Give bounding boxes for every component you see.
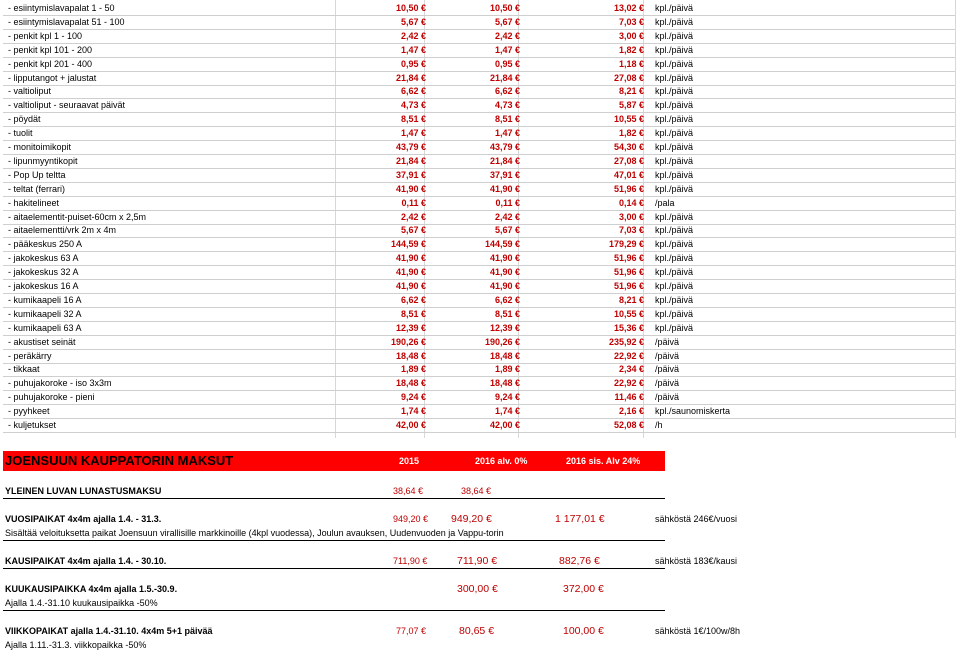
fee-value-2016: 300,00 €: [457, 583, 498, 595]
price-2016: 2,42 €: [494, 211, 520, 222]
price-2016: 42,00 €: [489, 420, 520, 430]
fee-label: YLEINEN LUVAN LUNASTUSMAKSU: [5, 486, 162, 496]
price-2015: 18,48 €: [395, 378, 426, 389]
price-row: [3, 404, 955, 419]
divider: [3, 568, 665, 569]
fee-desc-kuukausi: [3, 596, 955, 610]
price-row: [3, 154, 955, 169]
item-label: - pääkeskus 250 A: [8, 239, 83, 250]
price-unit: kpl./päivä: [655, 44, 694, 55]
price-unit: kpl./päivä: [655, 169, 694, 180]
price-2015: 6,62 €: [400, 86, 426, 97]
price-2016: 9,24 €: [494, 392, 520, 403]
price-2016-vat: 11,46 €: [614, 392, 644, 403]
price-2015: 190,26 €: [390, 336, 426, 347]
price-2015: 12,39 €: [395, 322, 426, 333]
price-row: [3, 210, 955, 225]
price-2016-vat: 10,55 €: [613, 114, 644, 125]
price-row: [3, 196, 955, 211]
item-label: - peräkärry: [8, 350, 52, 361]
fee-label: KUUKAUSIPAIKKA 4x4m ajalla 1.5.-30.9.: [5, 584, 178, 594]
price-unit: kpl./päivä: [655, 281, 694, 291]
price-2016-vat: 51,96 €: [613, 183, 644, 194]
price-2015: 41,90 €: [395, 281, 426, 291]
price-row: [3, 182, 955, 197]
item-label: - penkit kpl 101 - 200: [8, 44, 93, 55]
price-unit: /päivä: [655, 378, 680, 389]
price-2016-vat: 7,03 €: [618, 225, 644, 236]
fee-value-2015: 949,20 €: [393, 514, 429, 524]
price-unit: /päivä: [655, 364, 680, 375]
item-label: - jakokeskus 63 A: [8, 253, 79, 264]
item-label: - esiintymislavapalat 1 - 50: [8, 3, 115, 13]
price-2015: 2,42 €: [400, 211, 426, 222]
price-unit: kpl./päivä: [655, 308, 694, 319]
item-label: - lipputangot + jalustat: [8, 72, 97, 83]
price-2016-vat: 2,34 €: [618, 364, 644, 375]
price-2016-vat: 54,30 €: [613, 142, 644, 152]
fee-value-2015: 711,90 €: [393, 556, 428, 566]
price-2016-vat: 51,96 €: [613, 267, 644, 278]
item-label: - akustiset seinät: [8, 336, 76, 347]
price-2016-vat: 22,92 €: [613, 378, 644, 389]
price-unit: kpl./päivä: [655, 86, 694, 97]
fee-row-vuosi: [3, 512, 955, 526]
price-2016: 2,42 €: [494, 30, 520, 41]
price-2016-vat: 1,18 €: [618, 58, 644, 69]
price-unit: kpl./päivä: [655, 239, 694, 250]
fee-value-2016-vat: 882,76 €: [559, 555, 600, 567]
price-2016: 5,67 €: [494, 225, 520, 236]
fee-note: sähköstä 246€/vuosi: [655, 514, 738, 524]
item-label: - Pop Up teltta: [8, 169, 66, 180]
price-2016: 41,90 €: [489, 267, 520, 278]
price-2016: 8,51 €: [494, 114, 520, 125]
price-2015: 5,67 €: [400, 16, 426, 27]
price-2015: 9,24 €: [400, 392, 426, 403]
price-row: [3, 362, 955, 377]
price-row: [3, 418, 955, 433]
price-2016: 5,67 €: [494, 16, 520, 27]
price-2016: 6,62 €: [494, 294, 520, 305]
item-label: - penkit kpl 1 - 100: [8, 30, 83, 41]
item-label: - hakitelineet: [8, 197, 60, 208]
price-unit: kpl./päivä: [655, 211, 694, 222]
price-row: [3, 279, 955, 294]
price-row: [3, 237, 955, 252]
price-2015: 1,89 €: [400, 364, 426, 375]
item-label: - kumikaapeli 63 A: [8, 322, 82, 333]
price-2016-vat: 3,00 €: [618, 30, 644, 41]
price-row: [3, 168, 955, 183]
price-2015: 1,47 €: [400, 44, 426, 55]
price-row: [3, 265, 955, 280]
banner-title: JOENSUUN KAUPPATORIN MAKSUT: [5, 453, 234, 468]
price-2016: 18,48 €: [489, 378, 520, 389]
fee-value-2016: 80,65 €: [459, 625, 495, 637]
price-unit: kpl./päivä: [655, 114, 694, 125]
price-2016: 1,47 €: [494, 44, 520, 55]
fee-note: sähköstä 183€/kausi: [655, 556, 738, 566]
price-2015: 2,42 €: [400, 30, 426, 41]
fee-description: Ajalla 1.11.-31.3. viikkopaikka -50%: [5, 640, 147, 650]
price-2015: 41,90 €: [395, 253, 426, 264]
fee-row-kuukausi: [3, 582, 955, 596]
price-unit: kpl./saunomiskerta: [655, 406, 731, 417]
price-2015: 10,50 €: [395, 3, 426, 13]
price-unit: kpl./päivä: [655, 183, 694, 194]
price-row: [3, 126, 955, 141]
item-label: - puhujakoroke - iso 3x3m: [8, 378, 112, 389]
price-2016: 12,39 €: [489, 322, 520, 333]
price-2016-vat: 13,02 €: [613, 3, 644, 13]
item-label: - aitaelementti/vrk 2m x 4m: [8, 225, 117, 236]
price-row: [3, 112, 955, 127]
grid-line: [955, 0, 956, 438]
price-unit: kpl./päivä: [655, 128, 694, 139]
price-2015: 5,67 €: [400, 225, 426, 236]
price-2016: 1,74 €: [494, 406, 520, 417]
fee-row-kausi: [3, 554, 955, 568]
price-row: [3, 349, 955, 364]
price-2015: 1,47 €: [400, 128, 426, 139]
price-unit: kpl./päivä: [655, 3, 694, 13]
price-2016: 0,95 €: [494, 58, 520, 69]
price-unit: kpl./päivä: [655, 155, 694, 166]
price-2015: 42,00 €: [395, 420, 426, 430]
price-unit: kpl./päivä: [655, 294, 694, 305]
fee-value-2015: 38,64 €: [393, 486, 424, 496]
banner-col-2016-alv24: 2016 sis. Alv 24%: [566, 456, 641, 466]
item-label: - jakokeskus 32 A: [8, 267, 79, 278]
price-2016: 8,51 €: [494, 308, 520, 319]
price-2015: 8,51 €: [400, 114, 426, 125]
price-2015: 18,48 €: [395, 350, 426, 361]
price-unit: kpl./päivä: [655, 225, 694, 236]
divider: [3, 610, 665, 611]
price-unit: /pala: [655, 197, 675, 208]
price-unit: kpl./päivä: [655, 322, 694, 333]
price-unit: kpl./päivä: [655, 142, 694, 152]
price-row: [3, 71, 955, 86]
fee-value-2016-vat: 372,00 €: [563, 583, 604, 595]
fee-value-2016-vat: 100,00 €: [563, 625, 604, 637]
item-label: - aitaelementit-puiset-60cm x 2,5m: [8, 211, 147, 222]
price-unit: kpl./päivä: [655, 72, 694, 83]
price-2016-vat: 51,96 €: [613, 281, 644, 291]
price-2016: 190,26 €: [484, 336, 520, 347]
price-row: [3, 140, 955, 155]
price-2016: 43,79 €: [489, 142, 520, 152]
item-label: - valtioliput - seuraavat päivät: [8, 100, 126, 111]
price-2016: 10,50 €: [489, 3, 520, 13]
price-2015: 1,74 €: [400, 406, 426, 417]
price-2016-vat: 27,08 €: [613, 155, 644, 166]
price-unit: /päivä: [655, 350, 680, 361]
price-row: [3, 43, 955, 58]
price-unit: kpl./päivä: [655, 58, 694, 69]
price-row: [3, 1, 955, 16]
price-2015: 41,90 €: [395, 183, 426, 194]
price-row: [3, 321, 955, 336]
price-row: [3, 293, 955, 308]
price-2016-vat: 51,96 €: [613, 253, 644, 264]
price-2016-vat: 7,03 €: [618, 16, 644, 27]
banner-col-2016-alv0: 2016 alv. 0%: [475, 456, 528, 466]
fee-desc-viikko: [3, 638, 955, 652]
price-row: [3, 390, 955, 405]
price-2016: 18,48 €: [489, 350, 520, 361]
price-2015: 4,73 €: [400, 100, 426, 111]
price-2016: 6,62 €: [494, 86, 520, 97]
price-row: [3, 335, 955, 350]
price-row: [3, 307, 955, 322]
price-2016: 1,47 €: [494, 128, 520, 139]
price-2016-vat: 15,36 €: [613, 322, 644, 333]
fee-label: VUOSIPAIKAT 4x4m ajalla 1.4. - 31.3.: [5, 514, 162, 524]
item-label: - tikkaat: [8, 364, 40, 375]
price-row: [3, 251, 955, 266]
fee-value-2015: 77,07 €: [396, 626, 427, 636]
fee-row-luvan: [3, 484, 955, 498]
price-unit: /päivä: [655, 336, 680, 347]
fee-label: KAUSIPAIKAT 4x4m ajalla 1.4. - 30.10.: [5, 556, 167, 566]
fee-value-2016-vat: 1 177,01 €: [555, 513, 605, 525]
price-2015: 6,62 €: [400, 294, 426, 305]
price-2016-vat: 22,92 €: [613, 350, 644, 361]
fee-value-2016: 949,20 €: [451, 513, 492, 525]
price-2016-vat: 2,16 €: [618, 406, 644, 417]
price-2016-vat: 52,08 €: [613, 420, 644, 430]
price-2015: 0,11 €: [401, 197, 426, 208]
price-2015: 43,79 €: [395, 142, 426, 152]
price-2016-vat: 5,87 €: [618, 100, 644, 111]
item-label: - lipunmyyntikopit: [8, 155, 78, 166]
price-unit: kpl./päivä: [655, 100, 694, 111]
price-2016-vat: 1,82 €: [618, 44, 644, 55]
item-label: - penkit kpl 201 - 400: [8, 58, 93, 69]
fee-value-2016: 711,90 €: [457, 555, 498, 567]
price-2016: 41,90 €: [489, 183, 520, 194]
price-2016: 21,84 €: [489, 72, 520, 83]
price-row: [3, 15, 955, 30]
price-2016-vat: 3,00 €: [618, 211, 644, 222]
item-label: - valtioliput: [8, 86, 52, 97]
price-row: [3, 223, 955, 238]
divider: [3, 540, 665, 541]
price-unit: kpl./päivä: [655, 30, 694, 41]
price-unit: kpl./päivä: [655, 16, 694, 27]
price-2016: 1,89 €: [494, 364, 520, 375]
fee-value-2016: 38,64 €: [461, 486, 492, 496]
market-fees-banner: [3, 451, 665, 471]
price-2016-vat: 8,21 €: [618, 86, 644, 97]
fee-description: Sisältää veloituksetta paikat Joensuun virallisille markkinoille (4kpl vuodessa), Joulun avauksen, Uudenvuoden ja Vappu-torin: [5, 528, 504, 538]
item-label: - kumikaapeli 16 A: [8, 294, 82, 305]
item-label: - pöydät: [8, 114, 41, 125]
price-row: [3, 57, 955, 72]
price-2016-vat: 10,55 €: [613, 308, 644, 319]
price-2016-vat: 8,21 €: [618, 294, 644, 305]
price-unit: kpl./päivä: [655, 253, 694, 264]
price-2015: 8,51 €: [400, 308, 426, 319]
item-label: - jakokeskus 16 A: [8, 281, 79, 291]
price-2016-vat: 47,01 €: [613, 169, 644, 180]
price-2016: 41,90 €: [489, 281, 520, 291]
price-2016-vat: 27,08 €: [613, 72, 644, 83]
fee-description: Ajalla 1.4.-31.10 kuukausipaikka -50%: [5, 598, 158, 608]
divider: [3, 498, 665, 499]
price-2015: 41,90 €: [395, 267, 426, 278]
price-unit: /h: [655, 420, 663, 430]
price-2016: 37,91 €: [489, 169, 520, 180]
price-2015: 21,84 €: [395, 72, 426, 83]
price-2016: 0,11 €: [495, 197, 520, 208]
banner-col-2015: 2015: [399, 456, 420, 466]
price-2015: 37,91 €: [395, 169, 426, 180]
item-label: - pyyhkeet: [8, 406, 50, 417]
price-2015: 144,59 €: [390, 239, 426, 250]
item-label: - monitoimikopit: [8, 142, 72, 152]
item-label: - kuljetukset: [8, 420, 57, 430]
price-unit: kpl./päivä: [655, 267, 694, 278]
price-2016: 21,84 €: [489, 155, 520, 166]
price-2016: 4,73 €: [494, 100, 520, 111]
price-row: [3, 376, 955, 391]
item-label: - esiintymislavapalat 51 - 100: [8, 16, 125, 27]
fee-desc-vuosi: [3, 526, 955, 540]
price-2016-vat: 235,92 €: [608, 336, 644, 347]
fee-row-viikko: [3, 624, 955, 638]
price-2016: 41,90 €: [489, 253, 520, 264]
price-2015: 0,95 €: [400, 58, 426, 69]
price-row: [3, 98, 955, 113]
item-label: - tuolit: [8, 128, 33, 139]
price-unit: /päivä: [655, 392, 680, 403]
price-2016-vat: 179,29 €: [608, 239, 644, 250]
price-2016: 144,59 €: [484, 239, 520, 250]
item-label: - puhujakoroke - pieni: [8, 392, 95, 403]
price-2016-vat: 0,14 €: [618, 197, 644, 208]
item-label: - teltat (ferrari): [8, 183, 66, 194]
fee-note: sähköstä 1€/100w/8h: [655, 626, 741, 636]
fee-label: VIIKKOPAIKAT ajalla 1.4.-31.10. 4x4m 5+1 päivää: [5, 626, 213, 636]
price-2015: 21,84 €: [395, 155, 426, 166]
price-2016-vat: 1,82 €: [618, 128, 644, 139]
price-row: [3, 84, 955, 99]
item-label: - kumikaapeli 32 A: [8, 308, 82, 319]
price-row: [3, 29, 955, 44]
